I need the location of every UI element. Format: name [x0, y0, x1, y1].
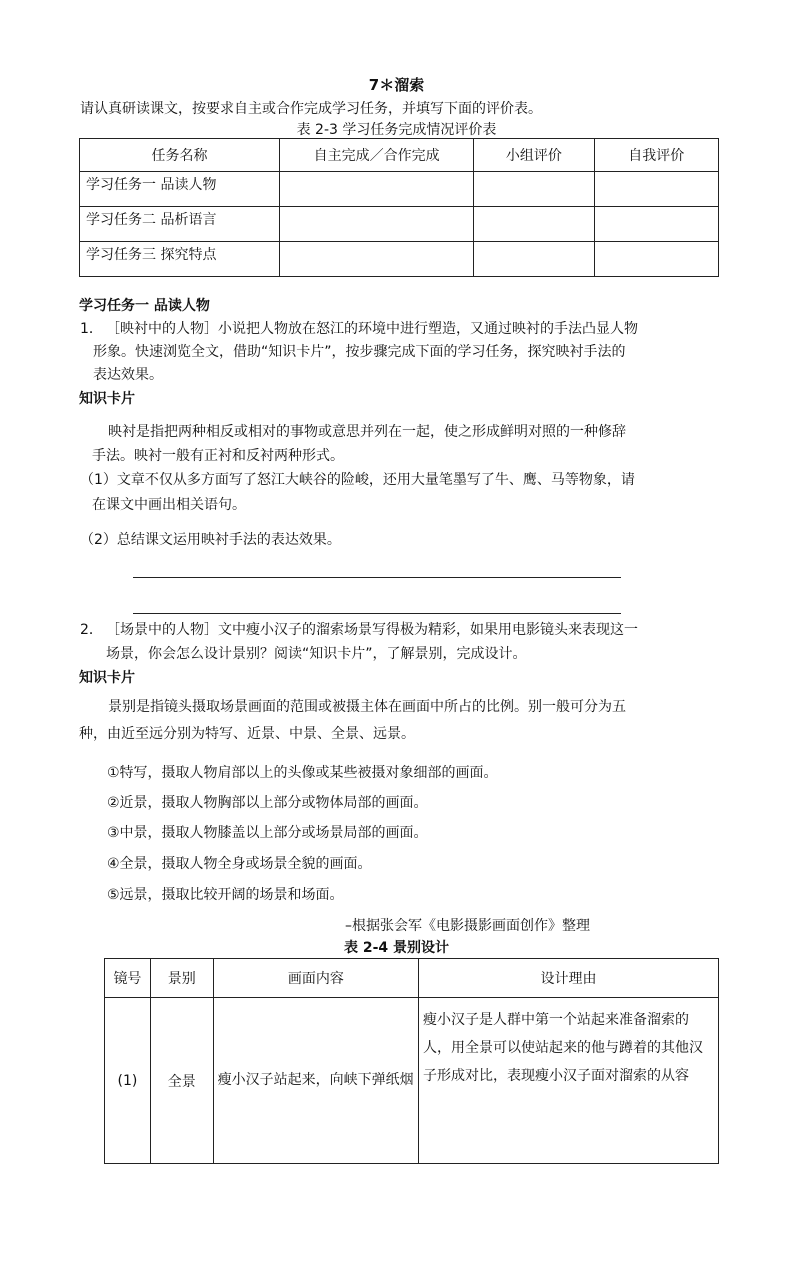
subquestion-text: （2）总结课文运用映衬手法的表达效果。 — [80, 532, 341, 548]
header-design-reason: 设计理由 — [419, 959, 719, 998]
subquestion-text: 在课文中画出相关语句。 — [92, 497, 246, 513]
header-self-eval: 自我评价 — [594, 139, 718, 172]
table-row — [80, 242, 719, 277]
completion-cell[interactable] — [280, 242, 474, 277]
page-title: 7＊溜索 — [368, 76, 425, 94]
question-number: 2． — [80, 622, 103, 638]
header-shot-number: 镜号 — [105, 959, 151, 998]
subquestion-text: （1）文章不仅从多方面写了怒江大峡谷的险峻，还用大量笔墨写了牛、鹰、马等物象，请 — [80, 472, 635, 488]
group-eval-cell[interactable] — [474, 242, 594, 277]
task1-heading: 学习任务一 品读人物 — [79, 298, 210, 314]
question-text: ［映衬中的人物］小说把人物放在怒江的环境中进行塑造，又通过映衬的手法凸显人物 — [106, 321, 638, 337]
question-text: 场景，你会怎么设计景别？阅读“知识卡片”，了解景别，完成设计。 — [106, 646, 527, 662]
shot-number-cell: (1) — [105, 998, 151, 1164]
table-row — [105, 998, 719, 1164]
header-completion: 自主完成／合作完成 — [280, 139, 474, 172]
table-row — [80, 172, 719, 207]
question-number: 1． — [80, 321, 103, 337]
header-shot-type: 景别 — [150, 959, 213, 998]
table1-caption: 表 2-3 学习任务完成情况评价表 — [296, 122, 497, 138]
knowledge-card-text: 映衬是指把两种相反或相对的事物或意思并列在一起，使之形成鲜明对照的一种修辞 — [108, 424, 626, 440]
table2-caption: 表 2-4 景别设计 — [343, 940, 450, 956]
table-row — [80, 207, 719, 242]
completion-cell[interactable] — [280, 172, 474, 207]
group-eval-cell[interactable] — [474, 172, 594, 207]
design-reason-cell: 瘦小汉子是人群中第一个站起来准备溜索的人，用全景可以使站起来的他与蹲着的其他汉子形成对比，表现瘦小汉子面对溜索的从容 — [419, 998, 719, 1164]
answer-line[interactable] — [133, 613, 621, 614]
question-text: 表达效果。 — [93, 367, 163, 383]
table-header-row — [80, 139, 719, 172]
self-eval-cell[interactable] — [594, 172, 718, 207]
header-frame-content: 画面内容 — [213, 959, 418, 998]
task-name-cell: 学习任务三 探究特点 — [80, 242, 280, 277]
header-task-name: 任务名称 — [80, 139, 280, 172]
header-group-eval: 小组评价 — [474, 139, 594, 172]
source-citation: –根据张会军《电影摄影画面创作》整理 — [345, 918, 590, 934]
list-item: ③中景，摄取人物膝盖以上部分或场景局部的画面。 — [107, 825, 428, 841]
evaluation-table — [79, 138, 719, 277]
self-eval-cell[interactable] — [594, 242, 718, 277]
shot-type-cell: 全景 — [150, 998, 213, 1164]
knowledge-card-text: 种，由近至远分别为特写、近景、中景、全景、远景。 — [79, 726, 415, 742]
answer-line[interactable] — [133, 577, 621, 578]
group-eval-cell[interactable] — [474, 207, 594, 242]
frame-content-cell: 瘦小汉子站起来，向峡下弹纸烟 — [213, 998, 418, 1164]
shot-design-table — [104, 958, 719, 1164]
completion-cell[interactable] — [280, 207, 474, 242]
intro-text: 请认真研读课文，按要求自主或合作完成学习任务，并填写下面的评价表。 — [80, 101, 542, 117]
table-header-row — [105, 959, 719, 998]
task-name-cell: 学习任务二 品析语言 — [80, 207, 280, 242]
list-item: ④全景，摄取人物全身或场景全貌的画面。 — [107, 856, 372, 872]
knowledge-card-heading: 知识卡片 — [79, 391, 135, 407]
knowledge-card-text: 景别是指镜头摄取场景画面的范围或被摄主体在画面中所占的比例。别一般可分为五 — [108, 699, 626, 715]
list-item: ②近景，摄取人物胸部以上部分或物体局部的画面。 — [107, 795, 428, 811]
knowledge-card-text: 手法。映衬一般有正衬和反衬两种形式。 — [92, 448, 344, 464]
knowledge-card-heading: 知识卡片 — [79, 670, 135, 686]
self-eval-cell[interactable] — [594, 207, 718, 242]
list-item: ⑤远景，摄取比较开阔的场景和场面。 — [107, 887, 344, 903]
question-text: ［场景中的人物］文中瘦小汉子的溜索场景写得极为精彩，如果用电影镜头来表现这一 — [106, 622, 638, 638]
list-item: ①特写，摄取人物肩部以上的头像或某些被摄对象细部的画面。 — [107, 765, 498, 781]
question-text: 形象。快速浏览全文，借助“知识卡片”，按步骤完成下面的学习任务，探究映衬手法的 — [93, 344, 626, 360]
task-name-cell: 学习任务一 品读人物 — [80, 172, 280, 207]
